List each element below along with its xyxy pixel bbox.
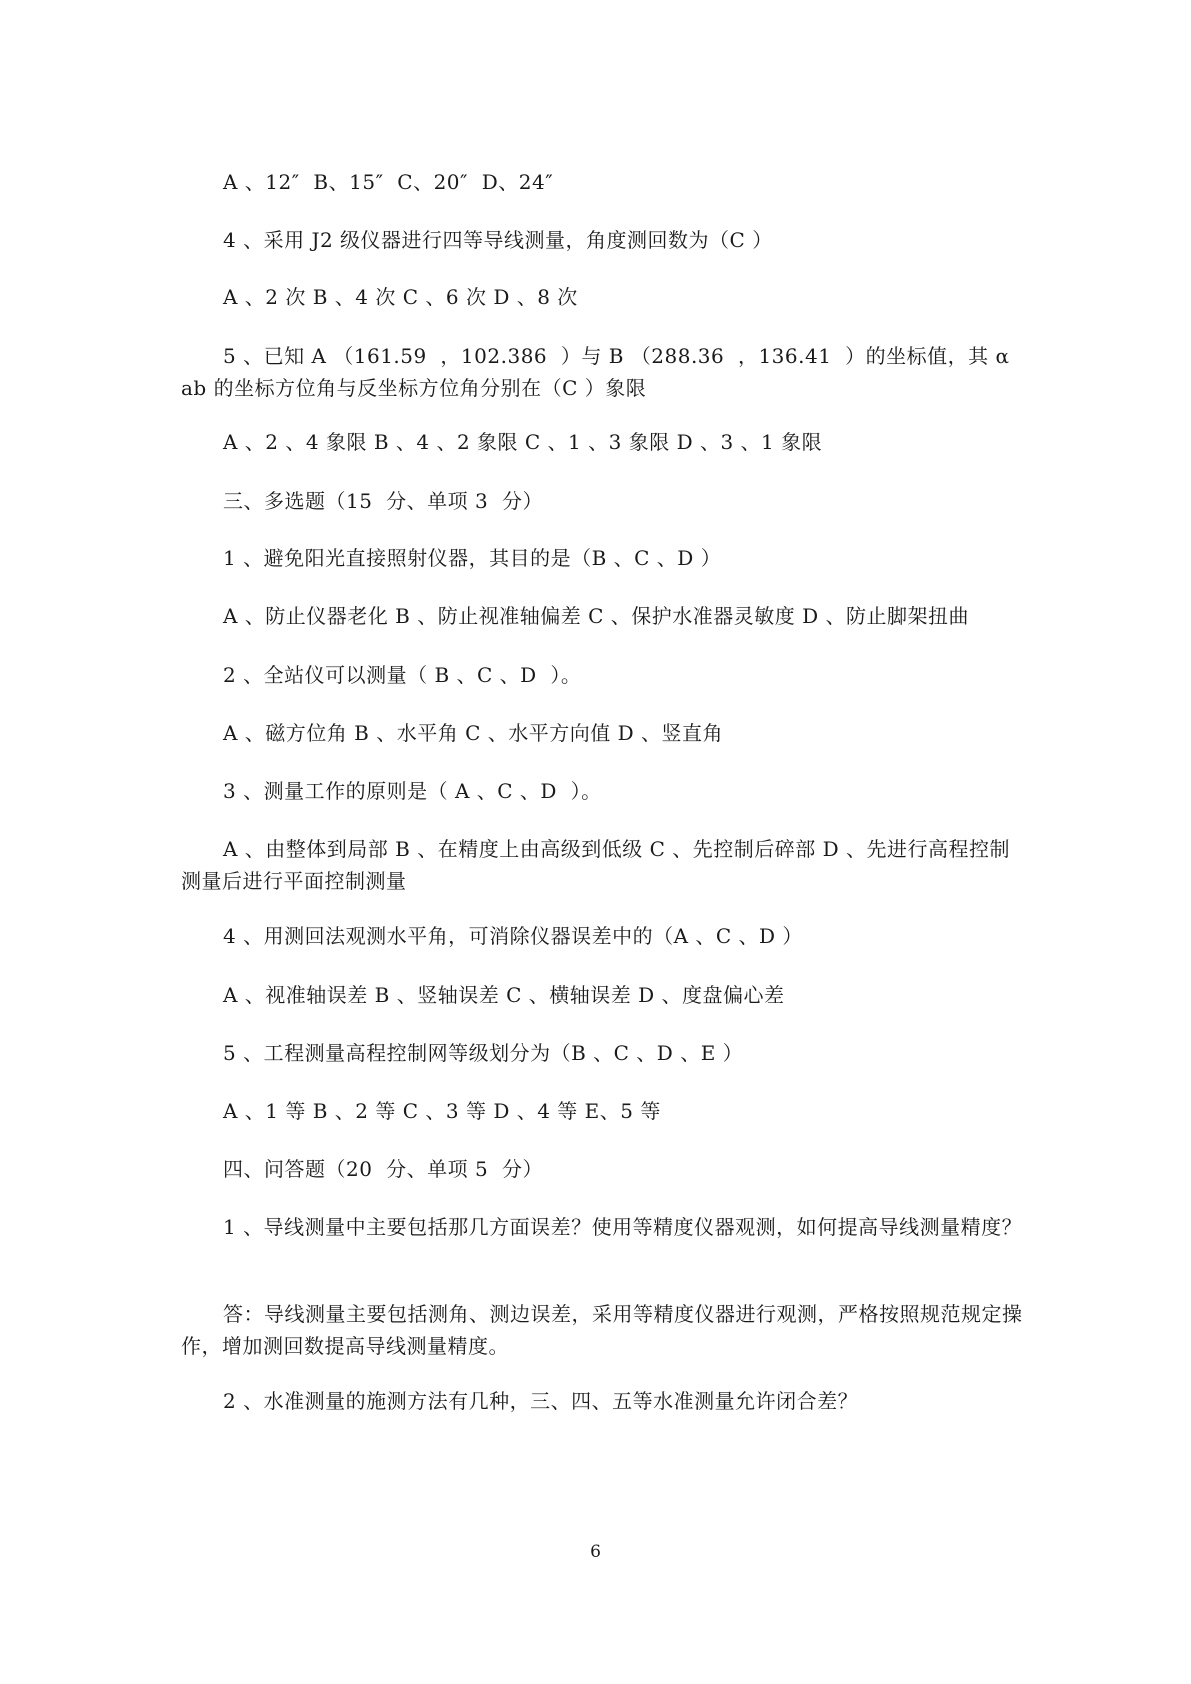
paragraph-13: 4 、用测回法观测水平角，可消除仪器误差中的（A 、C 、D ）: [223, 924, 803, 948]
paragraph-20: 2 、水准测量的施测方法有几种，三、四、五等水准测量允许闭合差？: [223, 1389, 859, 1413]
paragraph-12: A 、由整体到局部 B 、在精度上由高级到低级 C 、先控制后碎部 D 、先进行高程控制测量后进行平面控制测量: [181, 837, 1010, 893]
section-heading-short-answer: 四、问答题（20 分、单项 5 分）: [223, 1157, 543, 1181]
paragraph-18: 1 、导线测量中主要包括那几方面误差？使用等精度仪器观测，如何提高导线测量精度？: [223, 1215, 1023, 1239]
paragraph-15: 5 、工程测量高程控制网等级划分为（B 、C 、D 、E ）: [223, 1041, 744, 1065]
paragraph-16: A 、1 等 B 、2 等 C 、3 等 D 、4 等 E、5 等: [223, 1099, 661, 1123]
paragraph-2: 4 、采用 J2 级仪器进行四等导线测量，角度测回数为（C ）: [223, 228, 773, 252]
paragraph-4: 5 、已知 A （161.59 ，102.386 ）与 B （288.36 ，136.41 ）的坐标值，其 α ab 的坐标方位角与反坐标方位角分别在（C ）象限: [181, 344, 1017, 400]
paragraph-1: A 、12″ B、15″ C、20″ D、24″: [223, 170, 554, 194]
paragraph-7: 1 、避免阳光直接照射仪器，其目的是（B 、C 、D ）: [223, 546, 722, 570]
paragraph-14: A 、视准轴误差 B 、竖轴误差 C 、横轴误差 D 、度盘偏心差: [223, 983, 785, 1007]
paragraph-8: A 、防止仪器老化 B 、防止视准轴偏差 C 、保护水准器灵敏度 D 、防止脚架扭曲: [223, 604, 969, 628]
paragraph-11: 3 、测量工作的原则是（ A 、C 、D ）。: [223, 779, 602, 803]
paragraph-10: A 、磁方位角 B 、水平角 C 、水平方向值 D 、竖直角: [223, 721, 723, 745]
page-number: 6: [590, 1542, 601, 1562]
paragraph-5: A 、2 、4 象限 B 、4 、2 象限 C 、1 、3 象限 D 、3 、1 象限: [223, 430, 823, 454]
section-heading-multiple-choice: 三、多选题（15 分、单项 3 分）: [223, 489, 543, 513]
paragraph-9: 2 、全站仪可以测量（ B 、C 、D ）。: [223, 663, 582, 687]
paragraph-3: A 、2 次 B 、4 次 C 、6 次 D 、8 次: [223, 285, 578, 309]
paragraph-19: 答：导线测量主要包括测角、测边误差，采用等精度仪器进行观测，严格按照规范规定操作，增加测回数提高导线测量精度。: [181, 1302, 1023, 1358]
